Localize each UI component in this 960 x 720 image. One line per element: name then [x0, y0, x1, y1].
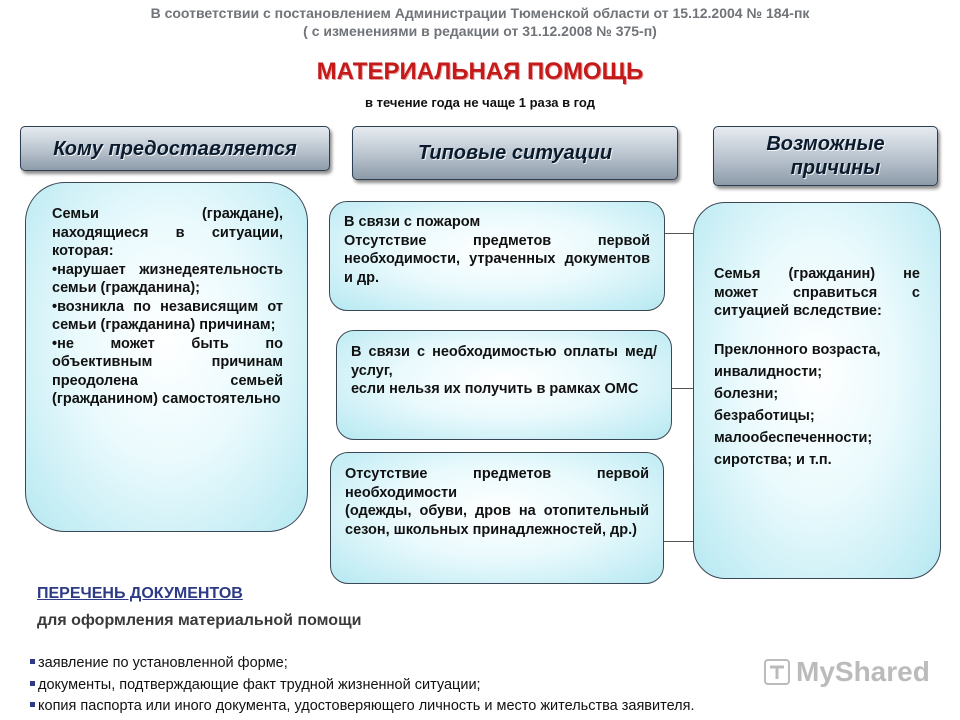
- page-subtitle: в течение года не чаще 1 раза в год: [365, 95, 595, 110]
- reasons-card-item: болезни;: [714, 385, 779, 402]
- column-header-reasons: [713, 126, 938, 186]
- column-header-reasons-line-2: причины: [790, 157, 881, 179]
- situation-card-heading: Отсутствие предметов первой необходимости: [345, 466, 649, 501]
- myshared-logo-icon: [764, 659, 790, 685]
- column-header-situations-label: Типовые ситуации: [417, 142, 613, 164]
- reasons-card-item: безработицы;: [714, 407, 815, 424]
- situation-card-heading: В связи с пожаром: [344, 214, 481, 230]
- who-card: [25, 182, 308, 532]
- header-line-1: В соответствии с постановлением Администрации Тюменской области от 15.12.2004 № 184-пк: [150, 5, 810, 21]
- documents-title: ПЕРЕЧЕНЬ ДОКУМЕНТОВ: [37, 585, 243, 602]
- reasons-card-intro: Семья (гражданин) не может справиться с ситуацией вследствие:: [714, 266, 920, 319]
- document-item-text: копия паспорта или иного документа, удостоверяющего личность и место жительства заявителя.: [38, 698, 695, 714]
- document-item-text: заявление по установленной форме;: [38, 655, 288, 671]
- watermark-text: MyShared: [796, 656, 930, 687]
- who-card-item: •нарушает жизнедеятельность семьи (гражданина);: [52, 261, 283, 296]
- bullet-square-icon: [30, 681, 35, 686]
- column-header-situations: [352, 126, 678, 180]
- column-header-reasons-line-1: Возможные: [766, 133, 885, 155]
- situation-card-body: (одежды, обуви, дров на отопительный сезон, школьных принадлежностей, др.): [345, 503, 649, 538]
- reasons-card: [693, 202, 941, 579]
- column-header-who-label: Кому предоставляется: [53, 137, 297, 160]
- column-header-who: [20, 126, 330, 171]
- who-card-intro: Семьи (граждане), находящиеся в ситуации, которая:: [52, 206, 283, 259]
- who-card-item: •не может быть по объективным причинам преодолена семьей (гражданином) самостоятельно: [52, 335, 283, 407]
- document-item: [30, 676, 481, 694]
- situation-card-body: Отсутствие предметов первой необходимости, утраченных документов и др.: [344, 232, 650, 286]
- page-title: МАТЕРИАЛЬНАЯ ПОМОЩЬ: [316, 58, 644, 85]
- reasons-card-item: сиротства; и т.п.: [714, 451, 832, 468]
- situation-card-medical: [336, 330, 672, 440]
- watermark: [764, 656, 930, 688]
- documents-subtitle: для оформления материальной помощи: [37, 612, 362, 629]
- document-item: [30, 654, 288, 672]
- situation-card-fire: [329, 201, 665, 311]
- document-item: [30, 697, 695, 715]
- header-line-2: ( с изменениями в редакции от 31.12.2008 № 375-п): [303, 23, 657, 39]
- bullet-square-icon: [30, 702, 35, 707]
- situation-card-essentials: [330, 452, 664, 584]
- reasons-card-item: малообеспеченности;: [714, 429, 873, 446]
- reasons-card-item: инвалидности;: [714, 363, 823, 380]
- who-card-item: •возникла по независящим от семьи (гражданина) причинам;: [52, 298, 283, 333]
- situation-card-body: если нельзя их получить в рамках ОМС: [351, 381, 639, 397]
- reasons-card-item: Преклонного возраста,: [714, 341, 881, 358]
- bullet-square-icon: [30, 659, 35, 664]
- situation-card-heading: В связи с необходимостью оплаты мед/услуг,: [351, 344, 657, 379]
- document-item-text: документы, подтверждающие факт трудной жизненной ситуации;: [38, 677, 481, 693]
